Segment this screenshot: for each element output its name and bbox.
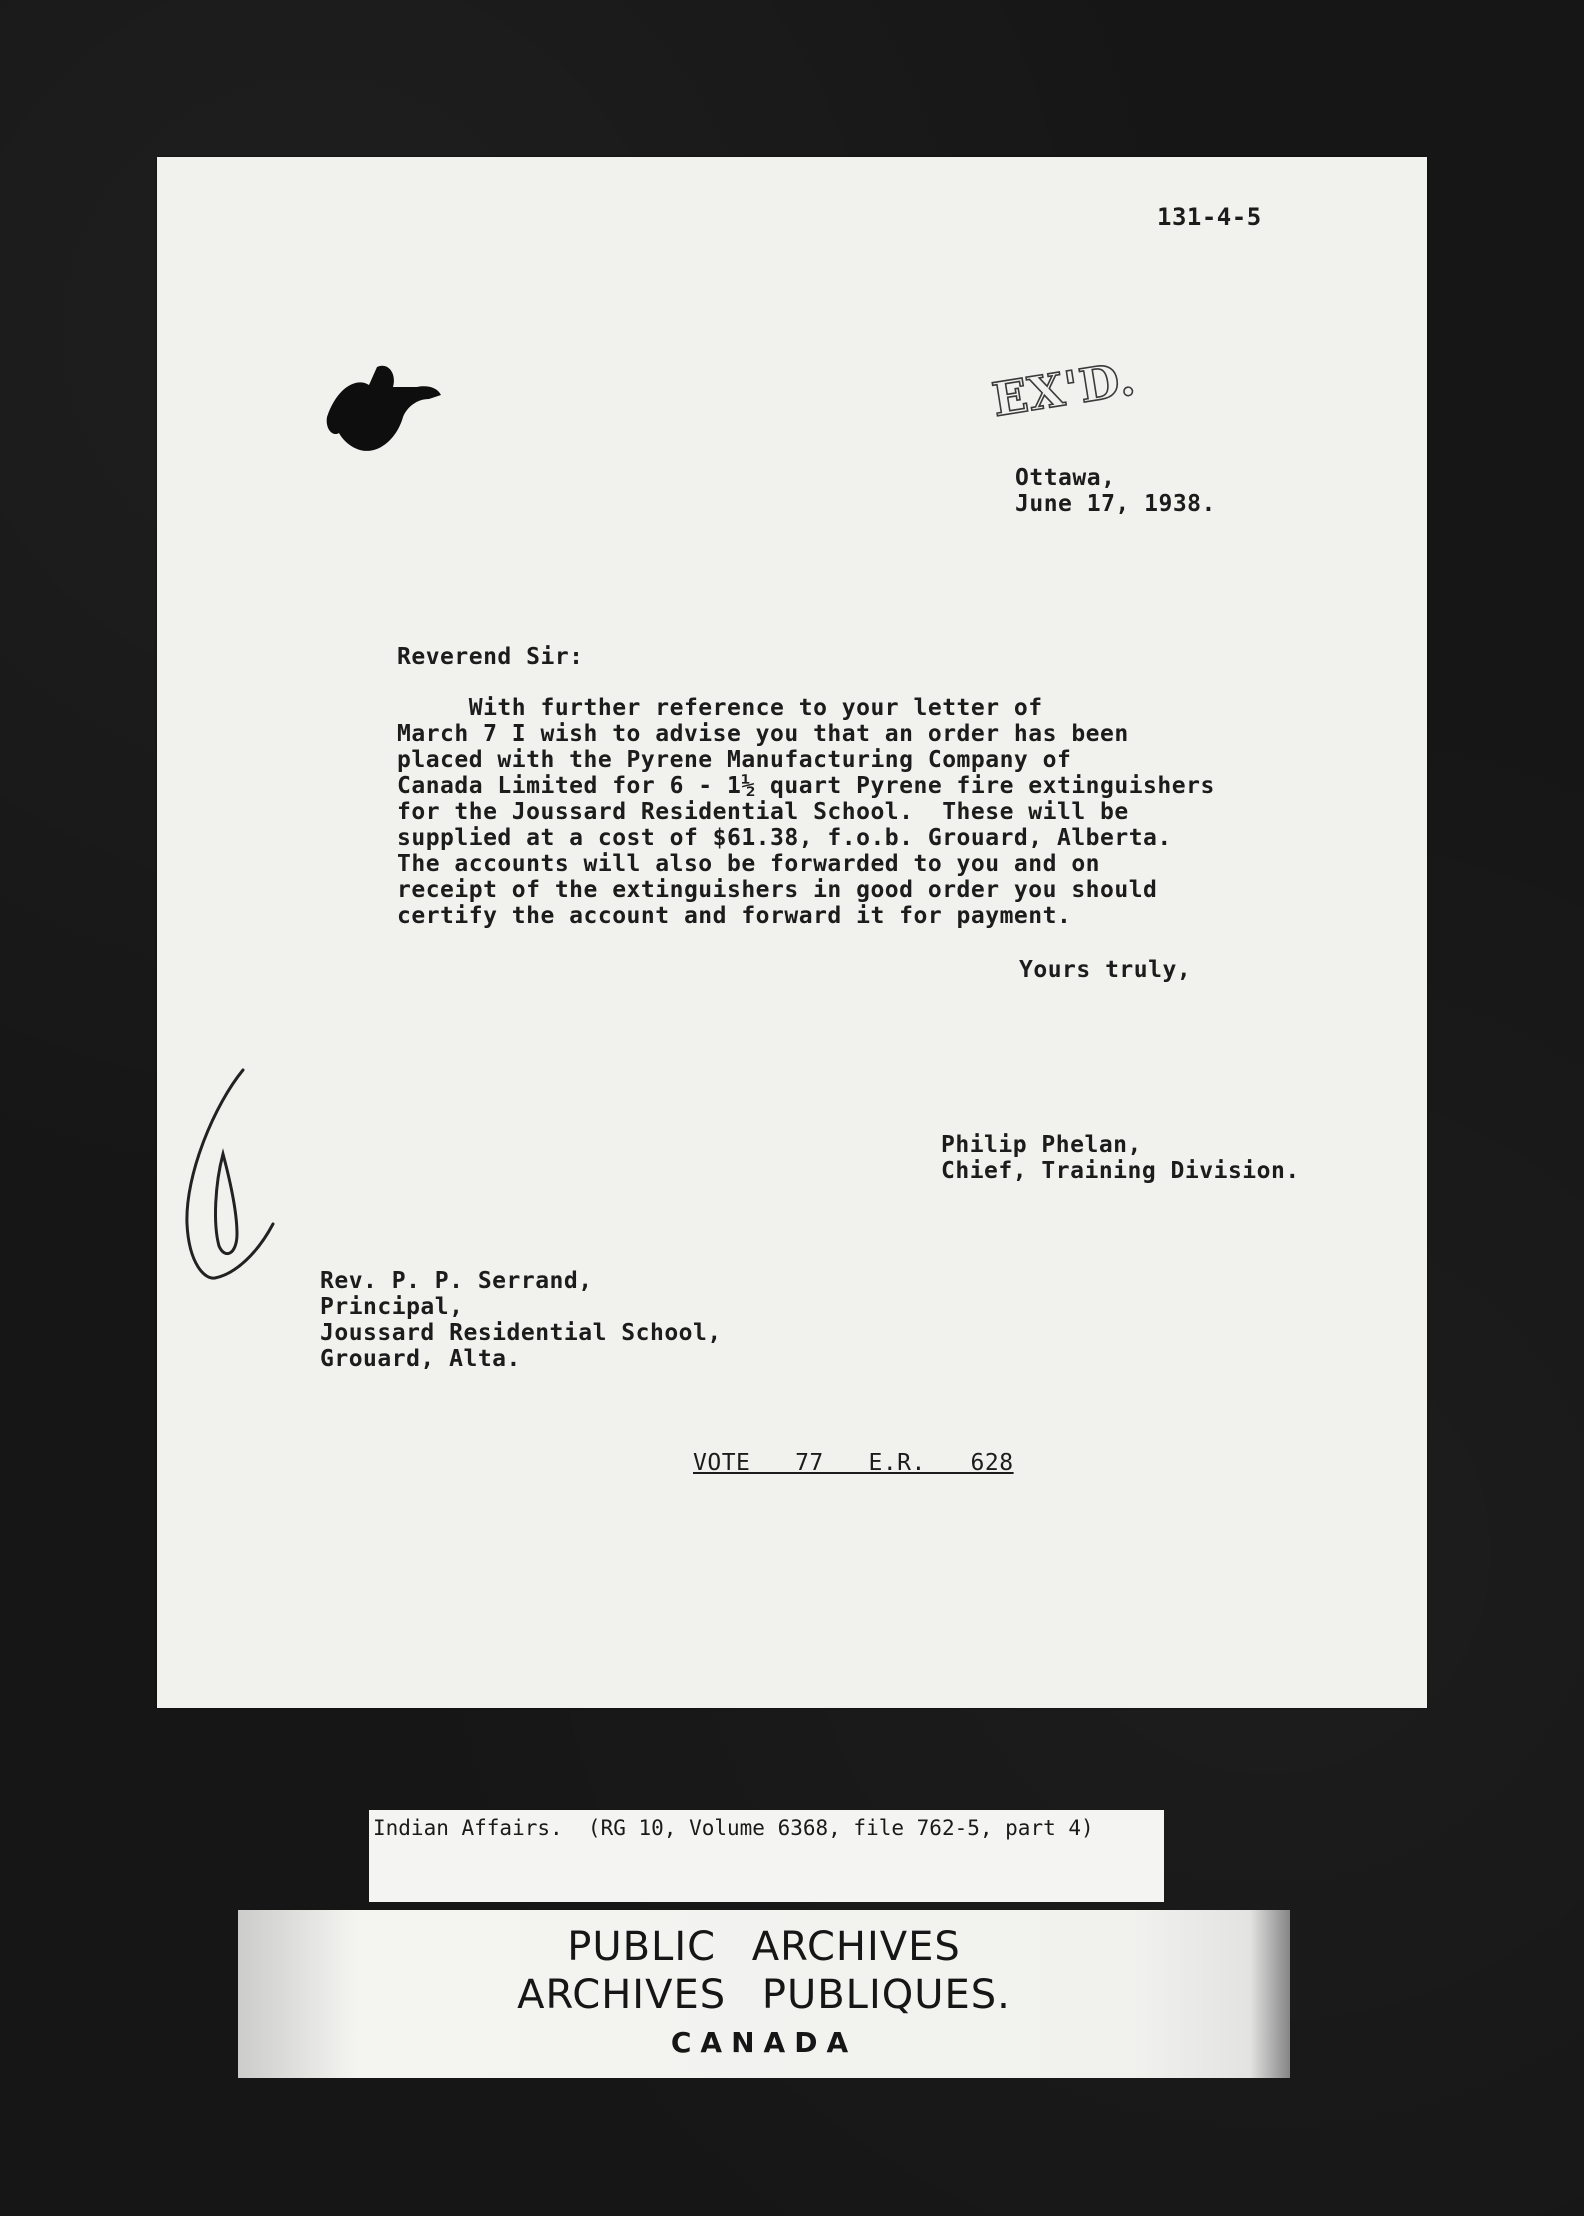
recipient-institution: Joussard Residential School,: [320, 1320, 722, 1346]
recipient-location: Grouard, Alta.: [320, 1346, 521, 1372]
archives-label-country: CANADA: [670, 2026, 858, 2059]
archive-caption: Indian Affairs. (RG 10, Volume 6368, file 762-5, part 4): [373, 1816, 1094, 1840]
body-line: supplied at a cost of $61.38, f.o.b. Grouard, Alberta.: [397, 825, 1172, 851]
archives-label-french: ARCHIVES PUBLIQUES.: [517, 1972, 1011, 2018]
salutation: Reverend Sir:: [397, 644, 584, 670]
letter-page: [157, 157, 1427, 1708]
archives-label-english: PUBLIC ARCHIVES: [567, 1924, 961, 1970]
body-line: for the Joussard Residential School. These will be: [397, 799, 1129, 825]
body-line: placed with the Pyrene Manufacturing Company of: [397, 747, 1072, 773]
recipient-position: Principal,: [320, 1294, 464, 1320]
ink-blot-mark: [317, 267, 557, 497]
body-line: The accounts will also be forwarded to you and on: [397, 851, 1101, 877]
body-line: With further reference to your letter of: [397, 695, 1043, 721]
date-line: June 17, 1938.: [1015, 491, 1216, 517]
body-line: receipt of the extinguishers in good order you should: [397, 877, 1158, 903]
archive-caption-box: [369, 1810, 1164, 1902]
file-number: 131-4-5: [1157, 203, 1262, 231]
recipient-name: Rev. P. P. Serrand,: [320, 1268, 593, 1294]
signer-title: Chief, Training Division.: [941, 1158, 1300, 1184]
closing: Yours truly,: [1019, 957, 1192, 983]
public-archives-label: [238, 1910, 1290, 2078]
place-line: Ottawa,: [1015, 465, 1116, 491]
examined-stamp: EX'D.: [988, 351, 1140, 427]
body-line: certify the account and forward it for payment.: [397, 903, 1072, 929]
body-line: March 7 I wish to advise you that an order has been: [397, 721, 1129, 747]
handwritten-initial: [175, 1064, 285, 1294]
body-line: Canada Limited for 6 - 1½ quart Pyrene fire extinguishers: [397, 773, 1215, 799]
signer-name: Philip Phelan,: [941, 1132, 1142, 1158]
vote-reference: VOTE 77 E.R. 628: [693, 1450, 1014, 1476]
